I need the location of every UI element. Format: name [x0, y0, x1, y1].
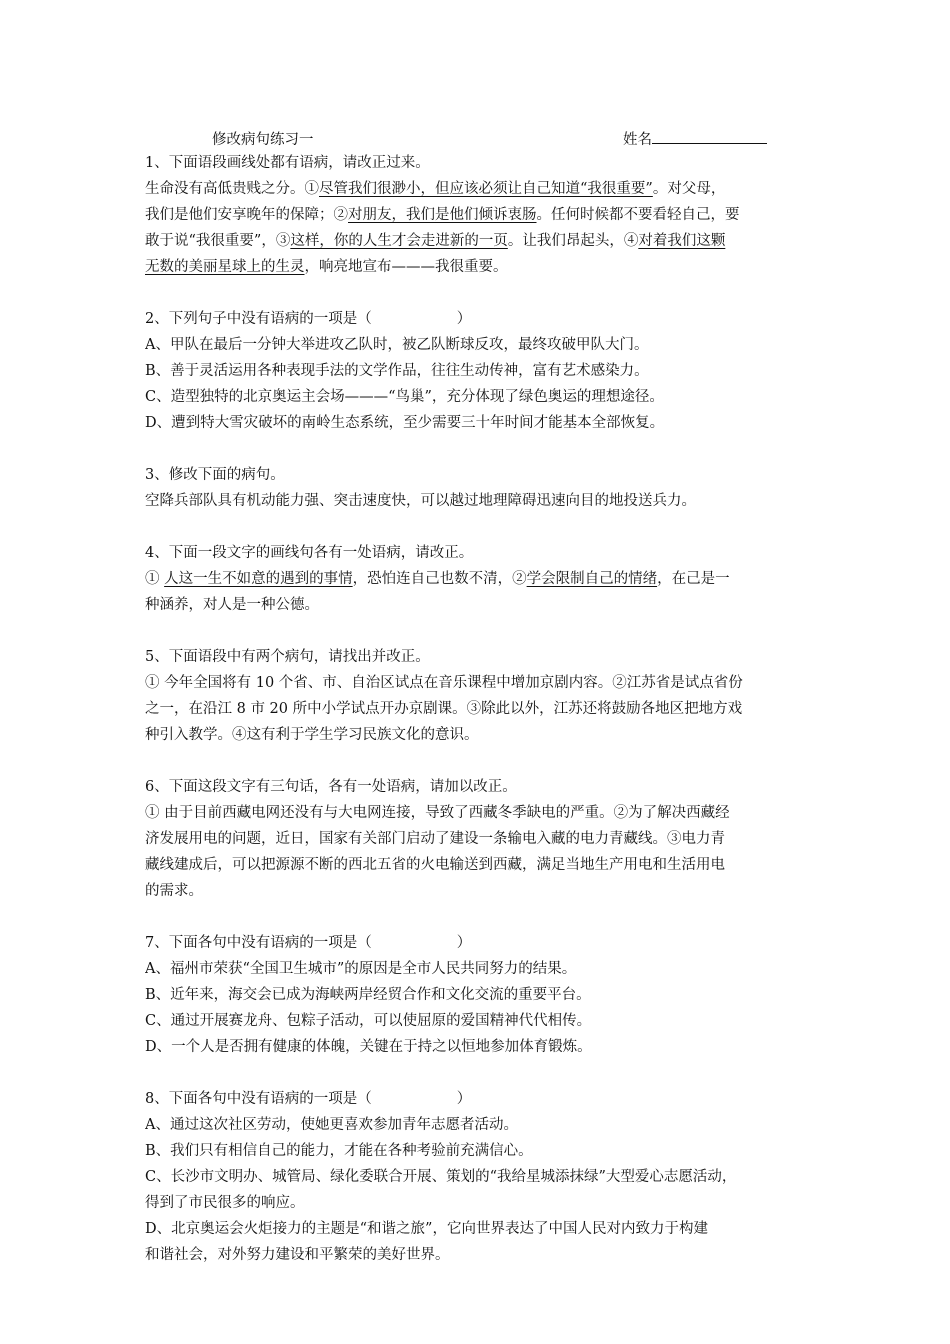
paragraph-line: 的需求。 [145, 883, 203, 899]
question-stem [145, 1086, 810, 1112]
option-b: B、我们只有相信自己的能力，才能在各种考验前充满信心。 [145, 1143, 533, 1159]
underlined-sentence-3: 这样，你的人生才会走进新的一页 [290, 233, 508, 249]
text-segment: 。对父母， [652, 181, 726, 197]
text-segment: 。让我们昂起头，④ [507, 233, 639, 249]
spacer [145, 1060, 810, 1086]
text-segment: 。任何时候都不要看轻自己，要 [536, 207, 740, 223]
option-a: A、通过这次社区劳动，使她更喜欢参加青年志愿者活动。 [145, 1117, 518, 1133]
option-a: A、福州市荣获“全国卫生城市”的原因是全市人民共同努力的结果。 [145, 961, 577, 977]
text-segment: ① [145, 571, 165, 587]
text-segment: 7、下面各句中没有语病的一项是（ [145, 935, 372, 951]
option-b: B、善于灵活运用各种表现手法的文学作品，往往生动传神，富有艺术感染力。 [145, 363, 649, 379]
option-a: A、甲队在最后一分钟大举进攻乙队时，被乙队断球反攻，最终攻破甲队大门。 [145, 337, 649, 353]
text-segment: 我们是他们安享晚年的保障；② [145, 207, 348, 223]
question-stem [145, 306, 810, 332]
paragraph-line: 济发展用电的问题，近日，国家有关部门启动了建设一条输电入藏的电力青藏线。③电力青 [145, 831, 725, 847]
question-6 [145, 774, 810, 904]
question-stem [145, 930, 810, 956]
sentence-text: 空降兵部队具有机动能力强、突击速度快，可以越过地理障碍迅速向目的地投送兵力。 [145, 493, 696, 509]
worksheet-content [145, 124, 810, 1268]
text-segment: ，在己是一 [657, 571, 730, 587]
paragraph-line: 种涵养，对人是一种公德。 [145, 597, 319, 613]
name-blank [652, 128, 767, 144]
spacer [145, 904, 810, 930]
question-7 [145, 930, 810, 1060]
spacer [145, 436, 810, 462]
text-segment: ，恐怕连自己也数不清，② [352, 571, 527, 587]
paragraph-line: 之一，在沿江 8 市 20 所中小学试点开办京剧课。③除此以外，江苏还将鼓励各地区把地方戏 [145, 701, 743, 717]
text-segment: 2、下列句子中没有语病的一项是（ [145, 311, 372, 327]
question-stem: 4、下面一段文字的画线句各有一处语病，请改正。 [145, 545, 474, 561]
paragraph-line: ① 今年全国将有 10 个省、市、自治区试点在音乐课程中增加京剧内容。②江苏省是试点省份 [145, 675, 743, 691]
underlined-sentence-2: 学会限制自己的情绪 [526, 571, 658, 587]
option-d: D、一个人是否拥有健康的体魄，关键在于持之以恒地参加体育锻炼。 [145, 1039, 592, 1055]
question-3 [145, 462, 810, 514]
name-label: 姓名 [623, 132, 652, 148]
question-stem: 6、下面这段文字有三句话，各有一处语病，请加以改正。 [145, 779, 517, 795]
page-title: 修改病句练习一 [212, 132, 314, 148]
question-stem: 1、下面语段画线处都有语病，请改正过来。 [145, 155, 430, 171]
option-c: C、造型独特的北京奥运主会场———“鸟巢”，充分体现了绿色奥运的理想途径。 [145, 389, 664, 405]
text-segment: ） [456, 1091, 472, 1107]
paragraph-line [145, 176, 810, 202]
underlined-sentence-4-cont: 无数的美丽星球上的生灵 [145, 259, 305, 275]
question-1 [145, 150, 810, 280]
option-d-cont: 和谐社会，对外努力建设和平繁荣的美好世界。 [145, 1247, 450, 1263]
underlined-sentence-2: 对朋友，我们是他们倾诉衷肠 [348, 207, 537, 223]
question-8 [145, 1086, 810, 1268]
underlined-sentence-1: 人这一生不如意的遇到的事情 [164, 571, 353, 587]
paragraph-line [145, 566, 810, 592]
spacer [145, 280, 810, 306]
underlined-sentence-4: 对着我们这颗 [638, 233, 726, 249]
text-segment: ） [456, 935, 472, 951]
option-d: D、遭到特大雪灾破坏的南岭生态系统，至少需要三十年时间才能基本全部恢复。 [145, 415, 665, 431]
paragraph-line: 藏线建成后，可以把源源不断的西北五省的火电输送到西藏，满足当地生产用电和生活用电 [145, 857, 725, 873]
option-d: D、北京奥运会火炬接力的主题是“和谐之旅”，它向世界表达了中国人民对内致力于构建 [145, 1221, 708, 1237]
option-b: B、近年来，海交会已成为海峡两岸经贸合作和文化交流的重要平台。 [145, 987, 591, 1003]
question-5 [145, 644, 810, 748]
spacer [145, 748, 810, 774]
text-segment: 8、下面各句中没有语病的一项是（ [145, 1091, 372, 1107]
paragraph-line: 种引入教学。④这有利于学生学习民族文化的意识。 [145, 727, 479, 743]
paragraph-line [145, 228, 810, 254]
option-c-cont: 得到了市民很多的响应。 [145, 1195, 305, 1211]
text-segment: ） [456, 311, 472, 327]
paragraph-line: ① 由于目前西藏电网还没有与大电网连接，导致了西藏冬季缺电的严重。②为了解决西藏经 [145, 805, 730, 821]
question-stem: 3、修改下面的病句。 [145, 467, 285, 483]
name-field [623, 128, 767, 149]
question-2 [145, 306, 810, 436]
text-segment: ，响亮地宣布———我很重要。 [304, 259, 508, 275]
spacer [145, 618, 810, 644]
worksheet-header [145, 124, 810, 150]
option-c: C、通过开展赛龙舟、包粽子活动，可以使屈原的爱国精神代代相传。 [145, 1013, 592, 1029]
question-stem: 5、下面语段中有两个病句，请找出并改正。 [145, 649, 430, 665]
text-segment: 生命没有高低贵贱之分。① [145, 181, 319, 197]
paragraph-line [145, 202, 810, 228]
option-c: C、长沙市文明办、城管局、绿化委联合开展、策划的“我给星城添抹绿”大型爱心志愿活动， [145, 1169, 737, 1185]
text-segment: 敢于说“我很重要”，③ [145, 233, 291, 249]
paragraph-line [145, 254, 810, 280]
spacer [145, 514, 810, 540]
question-4 [145, 540, 810, 618]
underlined-sentence-1: 尽管我们很渺小，但应该必须让自己知道“我很重要” [319, 181, 653, 197]
